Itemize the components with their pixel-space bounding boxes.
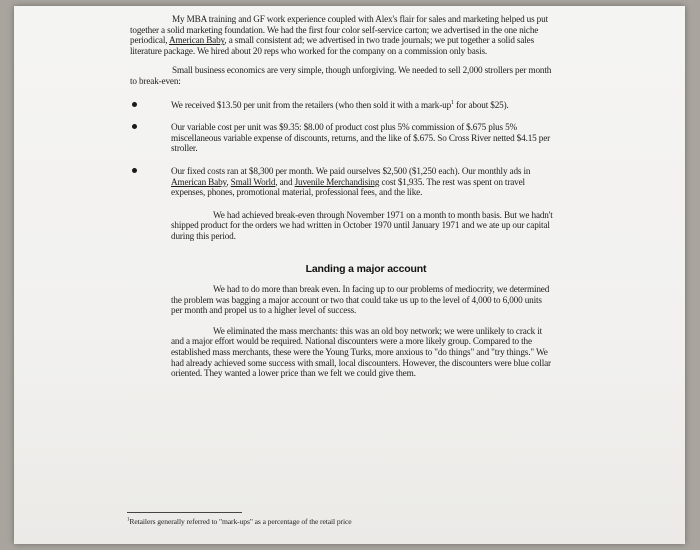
- footnote-text: Retailers generally referred to "mark-ups" as a percentage of the retail price: [129, 517, 352, 526]
- bullet-revenue-text-end: for about $25).: [453, 99, 509, 110]
- separator: , and: [275, 176, 295, 187]
- intro-periodical-name: American Baby: [169, 35, 225, 46]
- section-paragraph-1: We had to do more than break even. In facing up to our problems of mediocrity, we determined the problem was bagging a major account or two that could take us up to the level of 4,000 to 6,000 units per month and propel us to a higher level of success.: [171, 284, 550, 316]
- footnote-divider: [127, 512, 242, 513]
- intro-text-end: , a small consistent ad; we advertised in two trade journals; we put together a solid sales literature package. We hired about 20 reps who worked for the company on a commission only basis.: [130, 35, 535, 56]
- bullet-fixed-cost-text: Our fixed costs ran at $8,300 per month. We paid ourselves $2,500 ($1,250 each). Our monthly ads in: [171, 165, 531, 176]
- separator: ,: [226, 176, 231, 187]
- page-body: [130, 14, 554, 379]
- bullet-revenue-text: We received $13.50 per unit from the retailers (who then sold it with a mark-up: [171, 99, 452, 110]
- document-page: [14, 6, 685, 544]
- cost-bullet-list: [130, 100, 554, 198]
- bullet-dot-icon: [132, 168, 137, 173]
- bullet-dot-icon: [132, 124, 137, 129]
- bullet-dot-icon: [132, 102, 137, 107]
- breakeven-paragraph: We had achieved break-even through November 1971 on a month to month basis. But we hadn't shipped product for the orders we had written in October 1970 until January 1971 and we ate up our capital during this period.: [171, 209, 553, 241]
- intro-paragraph: [130, 14, 554, 56]
- footnote-number: 1: [127, 517, 130, 523]
- bullet-item-revenue: [130, 100, 554, 111]
- periodical-juvenile-merchandising: Juvenile Merchandising: [294, 176, 380, 187]
- bullet-variable-cost-text: Our variable cost per unit was $9.35: $8.00 of product cost plus 5% commission of $.675 plus 5% miscellaneous variable expense of discounts, returns, and the like of $.675. So Cross River netted $4.15 per stroller.: [171, 122, 551, 154]
- periodical-small-world: Small World: [230, 176, 276, 187]
- bullet-item-variable-cost: [130, 122, 554, 154]
- bullet-fixed-cost-text-end: cost $1,935. The rest was spent on travel expenses, phones, promotional material, professional fees, and the like.: [171, 176, 525, 198]
- footnote: [127, 517, 547, 526]
- bullet-item-fixed-cost: [130, 166, 554, 198]
- section-heading: Landing a major account: [305, 262, 427, 275]
- periodical-american-baby: American Baby: [171, 176, 227, 187]
- economics-paragraph: Small business economics are very simple, though unforgiving. We needed to sell 2,000 strollers per month to break-even:: [130, 65, 552, 86]
- footnote-marker: 1: [451, 99, 454, 106]
- breakeven-block: [130, 210, 554, 242]
- section-paragraph-2: We eliminated the mass merchants: this was an old boy network; we were unlikely to crack it and a major effort would be required. National discounters were a more likely group. Compared to the established mass merchants, these were the Young Turks, more anxious to "do things" and "try things." We had already achieved some success with small, local discounters. However, the discounters were blue collar oriented. They wanted a lower price than we felt we could give them.: [171, 325, 551, 379]
- section-body: [130, 284, 554, 379]
- intro-text: My MBA training and GF work experience coupled with Alex's flair for sales and marketing helped us put together a solid marketing foundation. We had the first four color self-service carton; we advertised in the one niche periodical,: [130, 14, 548, 46]
